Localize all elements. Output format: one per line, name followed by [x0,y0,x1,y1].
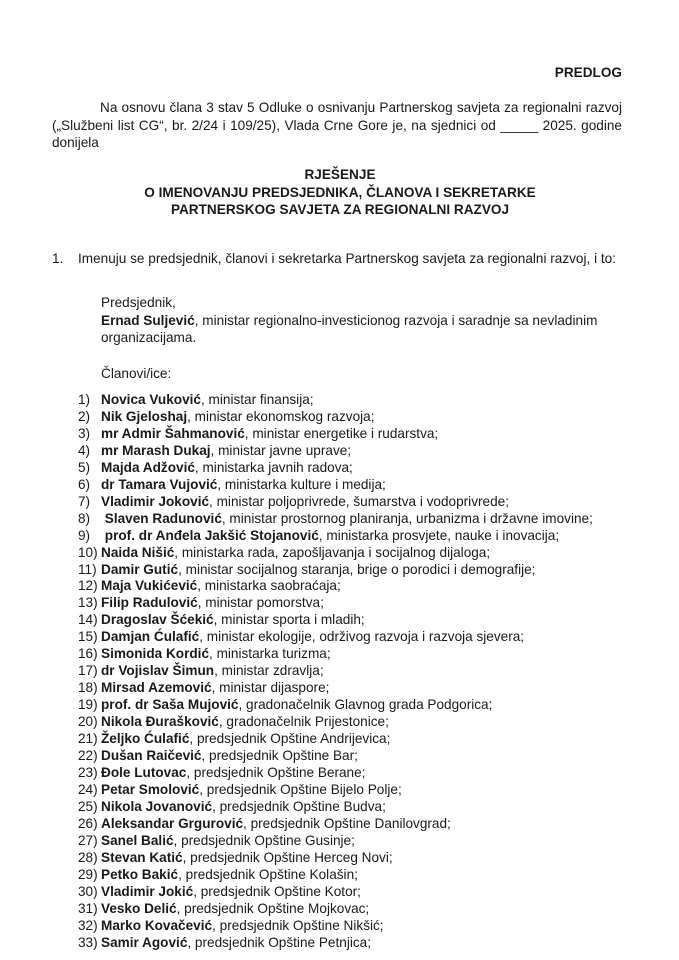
list-item [78,901,593,918]
list-item [78,799,593,816]
member-name: mr Admir Šahmanović [101,425,245,441]
list-item [78,867,593,884]
member-name: Damjan Ćulafić [101,629,200,645]
list-item [78,443,593,460]
member-name: Damir Gutić [101,561,179,577]
member-number: 25) [78,798,98,814]
member-name: dr Tamara Vujović [101,476,218,492]
member-name: prof. dr Anđela Jakšić Stojanović [104,527,319,543]
list-item [78,663,593,680]
member-name: Naida Nišić [101,544,175,560]
member-role: , ministar poljoprivrede, šumarstva i vodoprivrede; [209,493,509,509]
member-name: Đole Lutovac [101,764,187,780]
list-item [78,545,593,562]
list-item [78,765,593,782]
member-name: Dragoslav Šćekić [101,612,214,628]
member-role: , ministar ekologije, održivog razvoja i razvoja sjevera; [199,629,525,645]
president-role: , ministar regionalno-investicionog razvoja i saradnje sa nevladinim organizacijama. [101,312,598,345]
member-name: prof. dr Saša Mujović [101,697,239,713]
list-item [78,578,593,595]
list-item [78,612,593,629]
list-item [78,816,593,833]
point-1 [52,250,624,268]
member-name: dr Vojislav Šimun [101,663,215,679]
member-role: , ministar dijaspore; [211,680,330,696]
member-number: 30) [78,883,98,899]
member-name: Vladimir Joković [101,493,210,509]
member-name: Stevan Katić [101,849,183,865]
member-role: , predsjednik Opštine Bijelo Polje; [199,781,402,797]
member-name: Majda Adžović [101,459,195,475]
member-name: Simonida Kordić [101,646,210,662]
member-name: Mirsad Azemović [101,680,212,696]
member-number: 1) [78,392,91,407]
member-number: 31) [78,900,98,916]
list-item [78,731,593,748]
member-role: , predsjednik Opštine Herceg Novi; [182,849,393,865]
member-number: 15) [78,629,98,645]
member-number: 18) [78,680,98,696]
member-role: , ministar ekonomskog razvoja; [187,408,375,424]
member-number: 5) [78,459,91,475]
member-role: , ministar javne uprave; [210,442,352,458]
list-item [78,714,593,731]
point-text: Imenuju se predsjednik, članovi i sekretarka Partnerskog savjeta za regionalni razvoj, i to: [78,251,616,266]
member-role: , ministarka turizma; [209,646,331,662]
proposal-label: PREDLOG [554,65,622,80]
member-name: Petko Bakić [101,866,179,882]
member-name: Slaven Radunović [104,510,222,526]
member-role: , predsjednik Opštine Petnjica; [187,934,371,950]
member-number: 20) [78,714,98,730]
member-name: Novica Vuković [101,392,201,407]
member-number: 14) [78,612,98,628]
member-number: 7) [78,493,91,509]
document-title [40,166,640,219]
list-item [78,511,593,528]
member-role: , ministar prostornog planiranja, urbanizma i državne imovine; [221,510,593,526]
member-name: Dušan Raičević [101,748,202,764]
list-item [78,646,593,663]
member-role: , predsjednik Opštine Nikšić; [212,917,384,933]
list-item [78,833,593,850]
member-name: Nikola Đurašković [101,714,219,730]
list-item [78,748,593,765]
member-role: , ministar pomorstva; [197,595,324,611]
title-line-2: O IMENOVANJU PREDSJEDNIKA, ČLANOVA I SEKRETARKE [144,184,536,200]
list-item [78,528,593,545]
member-number: 8) [78,510,91,526]
member-role: , ministar finansija; [200,392,314,407]
list-item [78,494,593,511]
member-role: , ministarka javnih radova; [194,459,353,475]
list-item [78,595,593,612]
member-name: Filip Radulović [101,595,198,611]
member-number: 23) [78,764,98,780]
member-number: 17) [78,663,98,679]
list-item [78,782,593,799]
member-name: mr Marash Dukaj [101,442,211,458]
member-role: , ministarka saobraćaja; [197,578,341,594]
president-name: Ernad Suljević [101,312,195,328]
point-number: 1. [52,251,64,266]
member-role: , ministar zdravlja; [214,663,324,679]
member-role: , ministar socijalnog staranja, brige o porodici i demografije; [178,561,536,577]
member-number: 32) [78,917,98,933]
list-item [78,918,593,935]
member-name: Vesko Delić [101,900,177,916]
member-number: 27) [78,832,98,848]
list-item [78,697,593,714]
list-item [78,680,593,697]
member-role: , ministarka rada, zapošljavanja i socijalnog dijaloga; [174,544,491,560]
member-name: Vladimir Jokić [101,883,194,899]
member-role: , ministarka prosvjete, nauke i inovacija; [318,527,560,543]
member-number: 24) [78,781,98,797]
member-number: 19) [78,697,98,713]
member-role: , predsjednik Opštine Kolašin; [178,866,358,882]
member-number: 13) [78,595,98,611]
member-number: 22) [78,748,98,764]
member-role: , ministarka kulture i medija; [217,476,386,492]
member-name: Maja Vukićević [101,578,198,594]
member-role: , ministar energetike i rudarstva; [244,425,439,441]
title-line-1: RJEŠENJE [304,167,376,182]
list-item [78,884,593,901]
member-role: , predsjednik Opštine Bar; [201,748,358,764]
member-number: 16) [78,646,98,662]
preamble-paragraph: Na osnovu člana 3 stav 5 Odluke o osnivanju Partnerskog savjeta za regionalni razvoj („Službeni list CG“, br. 2/24 i 109/25), Vlada Crne Gore je, na sjednici od _____ 2025. godine donijela [52,100,622,150]
list-item [78,935,593,952]
member-number: 6) [78,476,91,492]
list-item [78,426,593,443]
member-name: Aleksandar Grgurović [101,815,244,831]
member-role: , predsjednik Opštine Mojkovac; [176,900,370,916]
member-number: 29) [78,866,98,882]
member-number: 33) [78,934,98,950]
president-block [101,294,626,347]
member-role: , gradonačelnik Glavnog grada Podgorica; [238,697,493,713]
member-number: 2) [78,408,91,424]
member-name: Nik Gjeloshaj [101,408,188,424]
member-name: Petar Smolović [101,781,200,797]
members-list [78,392,593,951]
president-label: Predsjednik, [101,295,176,310]
list-item [78,850,593,867]
member-role: , gradonačelnik Prijestonice; [218,714,389,730]
member-role: , predsjednik Opštine Budva; [212,798,386,814]
list-item [78,460,593,477]
list-item [78,629,593,646]
list-item [78,477,593,494]
members-label: Članovi/ice: [101,366,172,381]
member-role: , predsjednik Opštine Berane; [186,764,366,780]
member-number: 11) [78,561,97,577]
title-line-3: PARTNERSKOG SAVJETA ZA REGIONALNI RAZVOJ [170,202,510,217]
member-number: 9) [78,527,91,543]
member-number: 3) [78,425,91,441]
member-role: , predsjednik Opštine Andrijevica; [189,731,391,747]
member-name: Sanel Balić [101,832,174,848]
member-role: , ministar sporta i mladih; [213,612,365,628]
member-role: , predsjednik Opštine Kotor; [193,883,361,899]
member-role: , predsjednik Opštine Gusinje; [173,832,355,848]
president-entry [101,312,626,347]
member-number: 10) [78,544,98,560]
member-number: 28) [78,849,98,865]
member-number: 26) [78,815,98,831]
member-name: Marko Kovačević [101,917,213,933]
member-number: 21) [78,731,98,747]
member-role: , predsjednik Opštine Danilovgrad; [243,815,451,831]
member-name: Samir Agović [101,934,188,950]
list-item [78,392,593,409]
member-name: Nikola Jovanović [101,798,213,814]
list-item [78,409,593,426]
member-number: 4) [78,442,91,458]
list-item [78,562,593,579]
member-name: Željko Ćulafić [101,731,190,747]
member-number: 12) [78,578,98,594]
